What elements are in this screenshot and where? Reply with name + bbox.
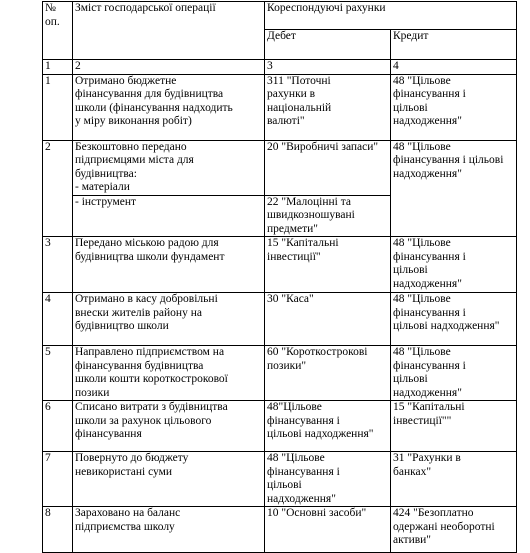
header-row: [43, 2, 517, 30]
header-debit: Дебет: [265, 30, 391, 60]
table-row: [43, 237, 517, 293]
column-index-4: 4: [391, 60, 517, 75]
header-number: № оп.: [43, 2, 73, 60]
operation-content: - інструмент: [73, 195, 265, 237]
debit-account: 15 "Капітальні інвестиції": [265, 237, 391, 293]
debit-account: 20 "Виробничі запаси": [265, 140, 391, 195]
operation-content: Безкоштовно передано підприємцями міста для будівництва: - матеріали: [73, 140, 265, 195]
credit-account: 31 "Рахунки в банках": [391, 452, 517, 507]
operation-number: 3: [43, 237, 73, 293]
debit-account: 10 "Основні засоби": [265, 507, 391, 553]
accounting-entries-table: [42, 1, 517, 553]
operation-content: Зараховано на баланс підприємства школу: [73, 507, 265, 553]
debit-account: 22 "Малоцінні та швидкозношувані предмети": [265, 195, 391, 237]
operation-number: 2: [43, 140, 73, 237]
header-corresponding-accounts: Кореспондуючі рахунки: [265, 2, 517, 30]
operation-content: Повернуто до бюджету невикористані суми: [73, 452, 265, 507]
operation-number: 6: [43, 401, 73, 452]
debit-account: 48 "Цільове фінансування і цільові надходження": [265, 452, 391, 507]
table-row: [43, 140, 517, 195]
column-index-row: [43, 60, 517, 75]
operation-content: Отримано в касу добровільні внески жителів району на будівництво школи: [73, 293, 265, 346]
operation-content: Списано витрати з будівництва школи за рахунок цільового фінансування: [73, 401, 265, 452]
operation-number: 4: [43, 293, 73, 346]
operation-content: Передано міською радою для будівництва школи фундамент: [73, 237, 265, 293]
header-content: Зміст господарської операції: [73, 2, 265, 60]
operation-number: 8: [43, 507, 73, 553]
debit-account: 48"Цільове фінансування і цільові надходження": [265, 401, 391, 452]
column-index-2: 2: [73, 60, 265, 75]
operation-number: 7: [43, 452, 73, 507]
table-row: [43, 74, 517, 140]
credit-account: 15 "Капітальні інвестиції"": [391, 401, 517, 452]
debit-account: 311 "Поточні рахунки в національній валюті": [265, 74, 391, 140]
credit-account: 48 "Цільове фінансування і цільові надходження": [391, 293, 517, 346]
operation-number: 1: [43, 74, 73, 140]
table-row: [43, 452, 517, 507]
credit-account: 48 "Цільове фінансування і цільові надходження": [391, 74, 517, 140]
table-row: [43, 507, 517, 553]
credit-account: 424 "Безоплатно одержані необоротні активи": [391, 507, 517, 553]
debit-account: 30 "Каса": [265, 293, 391, 346]
operation-number: 5: [43, 346, 73, 401]
credit-account: 48 "Цільове фінансування і цільові надходження": [391, 346, 517, 401]
operation-content: Отримано бюджетне фінансування для будівництва школи (фінансування надходить у міру виконання робіт): [73, 74, 265, 140]
table-row: [43, 293, 517, 346]
operation-content: Направлено підприємством на фінансування будівництва школи кошти короткострокової позики: [73, 346, 265, 401]
credit-account: 48 "Цільове фінансування і цільові надходження": [391, 140, 517, 237]
debit-account: 60 "Короткострокові позики": [265, 346, 391, 401]
column-index-1: 1: [43, 60, 73, 75]
table-row: [43, 401, 517, 452]
credit-account: 48 "Цільове фінансування і цільові надходження": [391, 237, 517, 293]
column-index-3: 3: [265, 60, 391, 75]
table-row: [43, 346, 517, 401]
header-credit: Кредит: [391, 30, 517, 60]
